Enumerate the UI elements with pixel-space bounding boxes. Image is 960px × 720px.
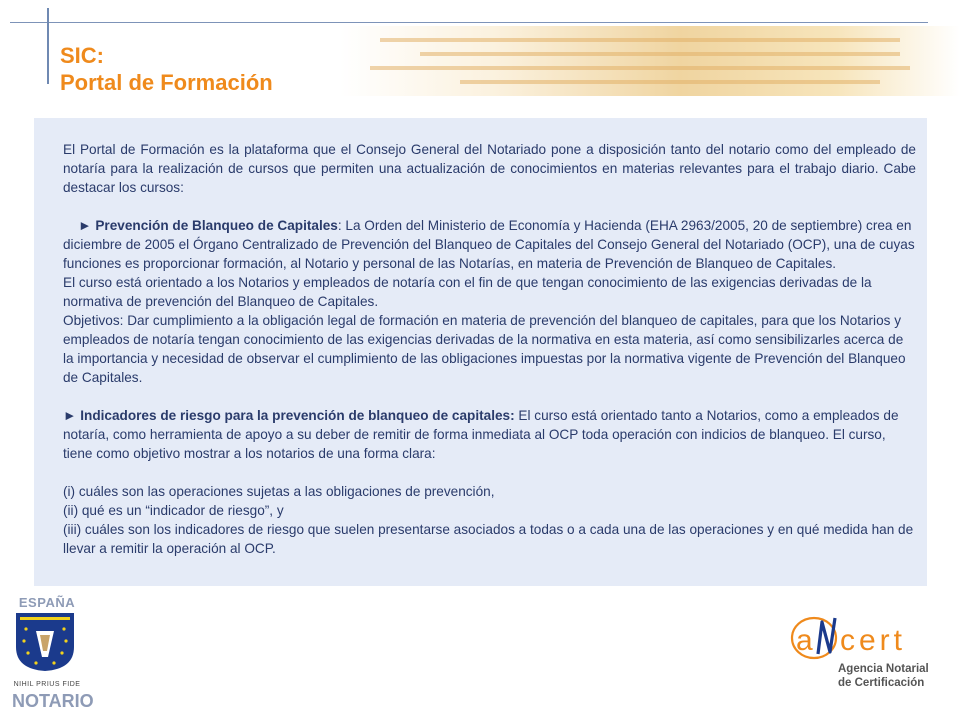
course1-title: Prevención de Blanqueo de Capitales	[95, 218, 338, 233]
course1-paragraph-2: El curso está orientado a los Notarios y empleados de notaría con el fin de que tengan conocimiento de las exigencias derivadas de la normativa de prevención del Blanqueo de Capitales.	[63, 275, 872, 309]
course2-item-1: (i) cuáles son las operaciones sujetas a las obligaciones de prevención,	[63, 484, 495, 499]
notario-espana-logo	[12, 595, 94, 713]
logo-motto-text: NIHIL PRIUS FIDE	[13, 681, 81, 688]
course2-bullet-icon: ►	[63, 408, 77, 423]
content-text	[63, 140, 916, 558]
course2-text: El curso está orientado tanto a Notarios, como a empleados de notaría, como herramienta de apoyo a su deber de remitir de forma inmediata al OCP toda operación con indicios de blanqueo. El curso, tiene como objetivo mostrar a los notarios de una forma clara:	[63, 408, 899, 461]
ancert-subtitle-line1: Agencia Notarial	[838, 663, 929, 675]
course1-text: : La Orden del Ministerio de Economía y Hacienda (EHA 2963/2005, 20 de septiembre) crea en diciembre de 2005 el Órgano Centralizado de Prevención del Blanqueo de Capitales del Consejo General del Notariado (OCP), una de cuyas funciones es proporcionar formación, al Notario y personal de las Notarías, en materia de Prevención de Blanqueo de Capitales.	[63, 218, 915, 271]
notary-shield-icon	[14, 611, 76, 673]
ancert-logo-icon	[788, 612, 938, 662]
intro-paragraph: El Portal de Formación es la plataforma que el Consejo General del Notariado pone a disposición tanto del notario como del empleado de notaría para la realización de cursos que permiten una actualización de conocimientos en materias relevantes para el trabajo diario. Cabe destacar los cursos:	[63, 142, 916, 195]
page-title-line1: SIC:	[60, 43, 104, 68]
header-rule	[10, 22, 928, 23]
header-decorative-banner	[340, 26, 960, 96]
course2-paragraph	[63, 406, 916, 463]
logo-espana-text: ESPAÑA	[18, 595, 76, 610]
course2-item-3: (iii) cuáles son los indicadores de riesgo que suelen presentarse asociados a todas o a cada una de las operaciones y en qué medida han de llevar a remitir la operación al OCP.	[63, 522, 914, 556]
page-title-line2: Portal de Formación	[60, 70, 273, 95]
header-vertical-rule	[47, 8, 49, 84]
course2-item-2: (ii) qué es un “indicador de riesgo”, y	[63, 503, 284, 518]
course1-paragraph	[63, 216, 916, 273]
ancert-subtitle	[838, 662, 929, 690]
ancert-logo	[788, 612, 938, 702]
course1-bullet-icon: ►	[78, 218, 92, 233]
page-title	[60, 42, 273, 96]
course1-objectives: Objetivos: Dar cumplimiento a la obligación legal de formación en materia de prevención del blanqueo de capitales, para que los Notarios y empleados de notaría tengan conocimiento de las exigencias derivadas de la normativa en esta materia, así como sensibilizarles acerca de la importancia y necesidad de observar el cumplimiento de las obligaciones impuestas por la normativa vigente de Prevención del Blanqueo de Capitales.	[63, 313, 906, 385]
course2-title: Indicadores de riesgo para la prevención de blanqueo de capitales:	[80, 408, 515, 423]
svg-text:cert: cert	[840, 624, 907, 657]
logo-notario-text: NOTARIO	[12, 691, 94, 711]
ancert-subtitle-line2: de Certificación	[838, 677, 925, 689]
svg-text:a: a	[796, 624, 813, 657]
